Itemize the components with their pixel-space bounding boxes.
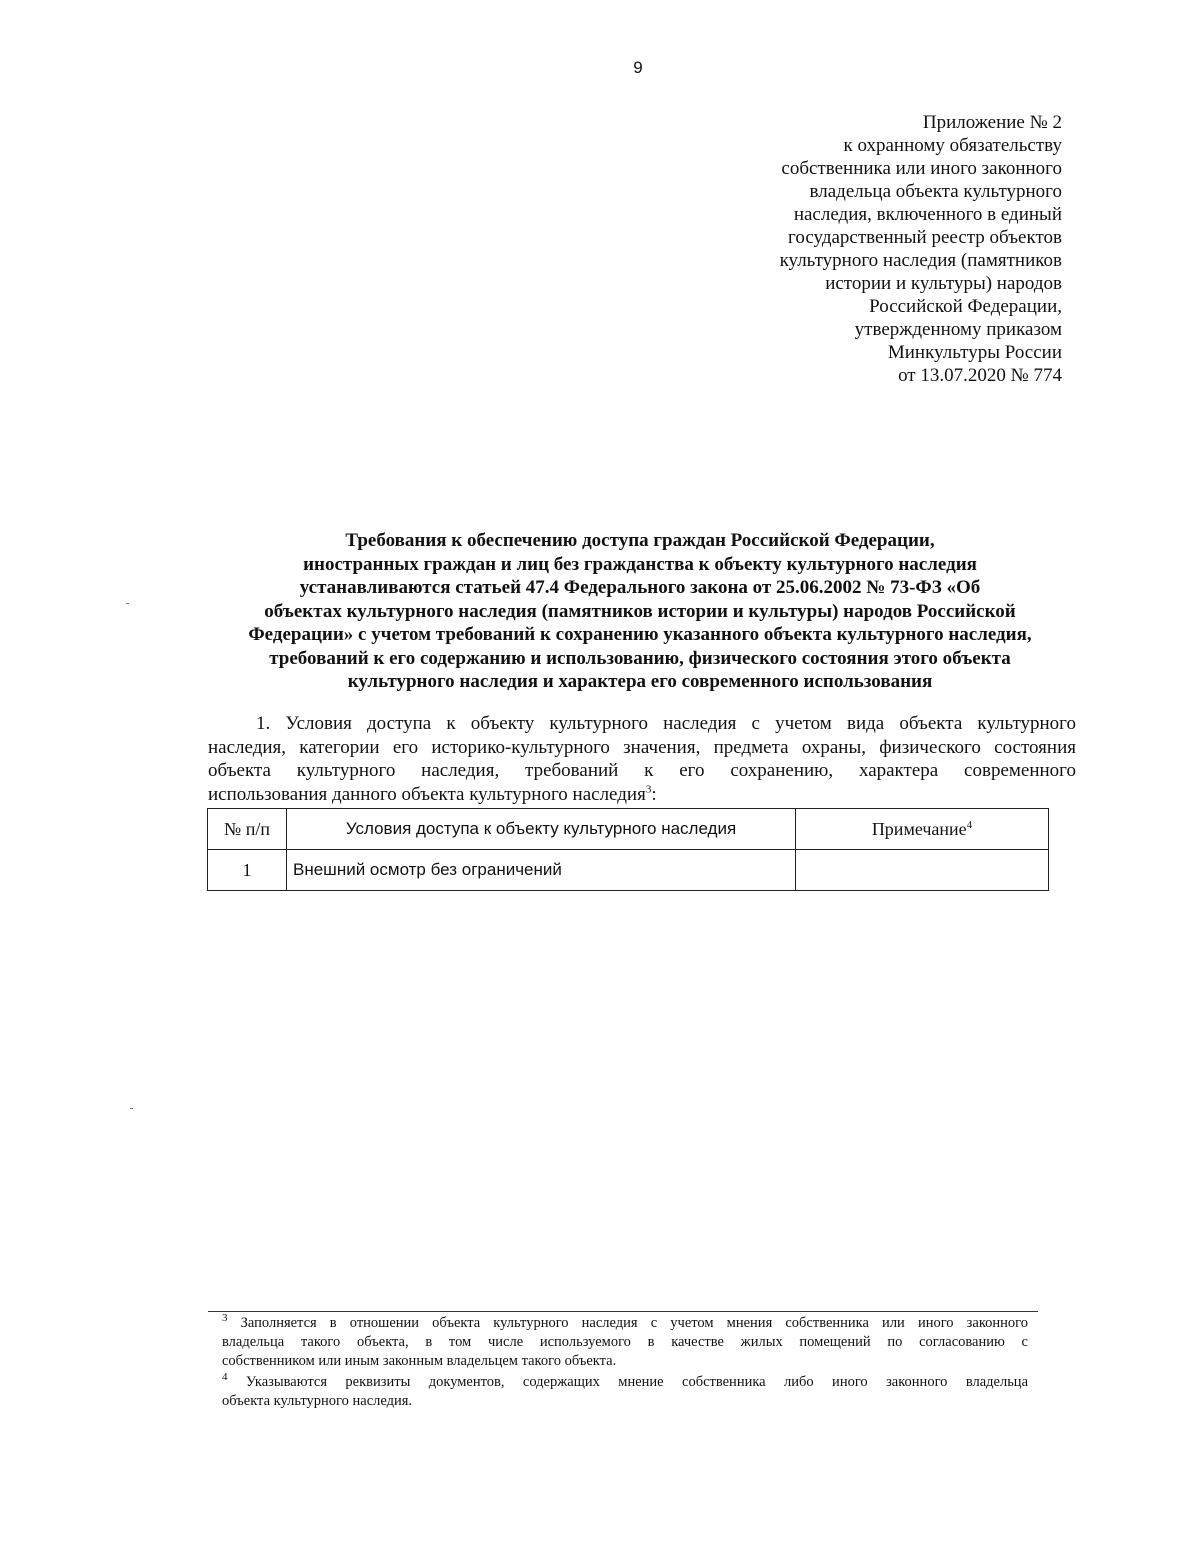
footnote-text: Указываются реквизиты документов, содержащих мнение собственника либо иного законного владельца bbox=[245, 1374, 1029, 1390]
header-note bbox=[796, 809, 1049, 850]
header-num: № п/п bbox=[208, 809, 287, 850]
heading-line: Федерации» с учетом требований к сохранению указанного объекта культурного наследия, bbox=[248, 624, 1032, 645]
document-heading bbox=[200, 529, 1080, 694]
footnote-ref-4[interactable]: 4 bbox=[966, 818, 973, 831]
annex-line: Минкультуры России bbox=[887, 342, 1062, 363]
footnote-line: владельца такого объекта, в том числе используемого в качестве жилых помещений по согласованию с bbox=[222, 1334, 1028, 1350]
annex-line: Приложение № 2 bbox=[922, 112, 1062, 133]
footnote-divider bbox=[208, 1311, 1038, 1312]
annex-line: владельца объекта культурного bbox=[809, 181, 1062, 202]
annex-line: от 13.07.2020 № 774 bbox=[898, 365, 1062, 386]
cell-num: 1 bbox=[208, 850, 287, 891]
footnote-4 bbox=[222, 1373, 1028, 1411]
annex-line: собственника или иного законного bbox=[781, 158, 1062, 179]
paragraph-line: использования данного объекта культурного наследия bbox=[208, 783, 646, 805]
table-header-row bbox=[208, 809, 1049, 850]
footnote-line bbox=[222, 1373, 1028, 1392]
paragraph-line: объекта культурного наследия, требований к его сохранению, характера современного bbox=[208, 760, 1076, 781]
paragraph-line: наследия, категории его историко-культурного значения, предмета охраны, физического состояния bbox=[208, 736, 1076, 758]
heading-line: требований к его содержанию и использованию, физического состояния этого объекта bbox=[269, 647, 1011, 669]
annex-line: государственный реестр объектов bbox=[788, 227, 1062, 248]
access-conditions-paragraph bbox=[208, 712, 1076, 806]
table-row bbox=[208, 850, 1049, 891]
heading-line: культурного наследия и характера его современного использования bbox=[347, 671, 933, 692]
footnote-marker: 4 bbox=[222, 1371, 228, 1384]
paragraph-last-line bbox=[208, 783, 1076, 807]
heading-line: устанавливаются статьей 47.4 Федерального закона от 25.06.2002 № 73-ФЗ «Об bbox=[299, 577, 981, 598]
cell-conditions: Внешний осмотр без ограничений bbox=[287, 850, 796, 891]
footnote-ref-3[interactable]: 3 bbox=[645, 783, 652, 796]
scan-speck bbox=[126, 603, 129, 604]
annex-line: культурного наследия (памятников bbox=[779, 250, 1062, 271]
heading-line: иностранных граждан и лиц без гражданства к объекту культурного наследия bbox=[303, 553, 977, 575]
footnote-marker: 3 bbox=[222, 1312, 228, 1325]
scan-speck bbox=[130, 1108, 133, 1109]
footnote-line bbox=[222, 1314, 1028, 1333]
footnote-line: собственником или иным законным владельцем такого объекта. bbox=[222, 1353, 617, 1369]
annex-line: наследия, включенного в единый bbox=[793, 204, 1062, 225]
heading-line: Требования к обеспечению доступа граждан Российской Федерации, bbox=[345, 530, 935, 551]
header-note-label: Примечание bbox=[871, 818, 967, 839]
page-number: 9 bbox=[633, 58, 643, 77]
annex-line: утвержденному приказом bbox=[854, 319, 1062, 340]
footnotes bbox=[222, 1314, 1028, 1413]
paragraph-end: : bbox=[651, 783, 657, 805]
annex-line: истории и культуры) народов bbox=[825, 273, 1062, 294]
footnote-line: объекта культурного наследия. bbox=[222, 1393, 413, 1409]
footnote-3 bbox=[222, 1314, 1028, 1371]
cell-note bbox=[796, 850, 1049, 891]
header-conditions: Условия доступа к объекту культурного наследия bbox=[287, 809, 796, 850]
annex-line: Российской Федерации, bbox=[869, 296, 1062, 317]
annex-reference bbox=[682, 111, 1062, 387]
paragraph-line: 1. Условия доступа к объекту культурного наследия с учетом вида объекта культурного bbox=[256, 713, 1076, 734]
access-conditions-table bbox=[207, 808, 1049, 891]
footnote-text: Заполняется в отношении объекта культурного наследия с учетом мнения собственника или иного законного bbox=[240, 1315, 1028, 1331]
annex-line: к охранному обязательству bbox=[843, 135, 1062, 156]
heading-line: объектах культурного наследия (памятников истории и культуры) народов Российской bbox=[264, 600, 1016, 622]
